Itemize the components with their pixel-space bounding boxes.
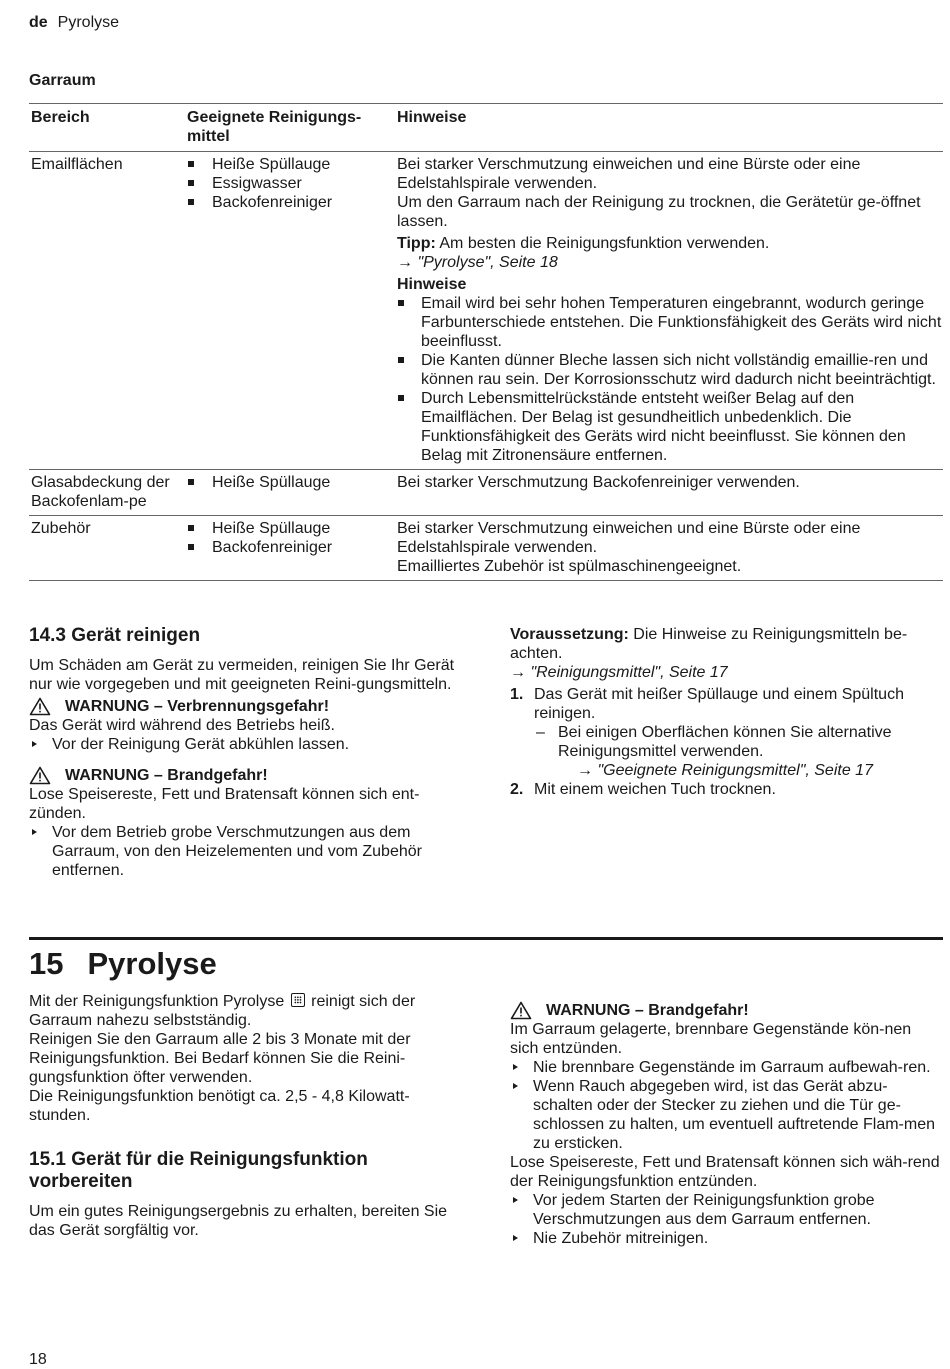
column-header-area: Bereich bbox=[29, 104, 187, 152]
table-title: Garraum bbox=[29, 72, 96, 89]
intro-text-b: reinigt sich der Garraum nahezu selbstständig. bbox=[29, 993, 416, 1029]
list-item: Die Kanten dünner Bleche lassen sich nicht vollständig emaillie-ren und können rau sein. Der Korrosionsschutz wird dadurch nicht beeinträchtigt. bbox=[397, 351, 943, 389]
pyrolysis-symbol-icon bbox=[291, 993, 305, 1007]
sub-step bbox=[534, 723, 943, 780]
chapter-number: 15 bbox=[29, 946, 64, 981]
note-text: Bei starker Verschmutzung einweichen und eine Bürste oder eine Edelstahlspirale verwenden. bbox=[397, 156, 861, 192]
list-item: Heiße Spüllauge bbox=[187, 155, 397, 174]
area-cell: Glasabdeckung der Backofenlam-pe bbox=[29, 470, 187, 516]
warning-heading bbox=[29, 697, 459, 716]
section-intro: Um Schäden am Gerät zu vermeiden, reinigen Sie Ihr Gerät nur wie vorgegeben und mit geeigneten Reini-gungsmitteln. bbox=[29, 657, 455, 693]
column-header-notes: Hinweise bbox=[397, 104, 943, 152]
sub-step-text: Bei einigen Oberflächen können Sie alternative Reinigungsmittel verwenden. bbox=[558, 724, 892, 760]
cross-reference-link[interactable]: → "Reinigungsmittel", Seite 17 bbox=[510, 664, 728, 681]
column-header-agents-text: Geeignete Reinigungs- mittel bbox=[187, 109, 362, 145]
list-item: Heiße Spüllauge bbox=[187, 519, 397, 538]
chapter-15-right bbox=[510, 1001, 943, 1248]
warning-triangle-icon bbox=[510, 1001, 532, 1020]
requirement-text bbox=[510, 625, 943, 663]
intro-text-a: Mit der Reinigungsfunktion Pyrolyse bbox=[29, 993, 285, 1010]
column-header-agents bbox=[187, 104, 397, 152]
running-header bbox=[29, 13, 119, 32]
requirement-label: Voraussetzung: bbox=[510, 626, 629, 643]
list-item: Heiße Spüllauge bbox=[187, 473, 397, 492]
chapter-intro bbox=[29, 992, 459, 1030]
section-heading: 14.3 Gerät reinigen bbox=[29, 625, 201, 646]
list-item: Nie Zubehör mitreinigen. bbox=[510, 1229, 943, 1248]
table-row bbox=[29, 152, 943, 470]
note-text: Bei starker Verschmutzung Backofenreiniger verwenden. bbox=[397, 474, 800, 491]
warning-text: Das Gerät wird während des Betriebs heiß. bbox=[29, 717, 335, 734]
notes-cell bbox=[397, 152, 943, 470]
list-item: Backofenreiniger bbox=[187, 538, 397, 557]
note-text: Emailliertes Zubehör ist spülmaschinengeeignet. bbox=[397, 558, 742, 575]
agents-cell bbox=[187, 152, 397, 470]
cleaning-table bbox=[29, 103, 943, 581]
section-14-3-right bbox=[510, 625, 943, 799]
warning-triangle-icon bbox=[29, 766, 51, 785]
warning-text: Im Garraum gelagerte, brennbare Gegenstände kön-nen sich entzünden. bbox=[510, 1021, 912, 1057]
list-item: Durch Lebensmittelrückstände entsteht weißer Belag auf den Emailflächen. Der Belag ist gesundheitlich unbedenklich. Die Funktionsfähigkeit des Geräts wird nicht beeinflusst. Sie können den Belag mit Zitronensäure entfernen. bbox=[397, 389, 943, 465]
table-row bbox=[29, 516, 943, 581]
cross-reference-link[interactable]: → "Geeignete Reinigungsmittel", Seite 17 bbox=[577, 762, 873, 779]
language-code: de bbox=[29, 14, 48, 31]
chapter-15-left bbox=[29, 992, 459, 1240]
list-item: Vor dem Betrieb grobe Verschmutzungen aus dem Garraum, von den Heizelementen und vom Zubehör entfernen. bbox=[29, 823, 459, 880]
tip-body: Am besten die Reinigungsfunktion verwenden. bbox=[435, 235, 770, 252]
step-text: Das Gerät mit heißer Spüllauge und einem Spültuch reinigen. bbox=[534, 686, 904, 722]
agents-cell bbox=[187, 470, 397, 516]
area-cell: Emailflächen bbox=[29, 152, 187, 470]
warning-heading bbox=[510, 1001, 943, 1020]
notes-cell bbox=[397, 516, 943, 581]
warning-title: WARNUNG – Brandgefahr! bbox=[65, 767, 268, 784]
header-title: Pyrolyse bbox=[57, 14, 120, 31]
note-text: Bei starker Verschmutzung einweichen und eine Bürste oder eine Edelstahlspirale verwenden. bbox=[397, 520, 861, 556]
chapter-title: Pyrolyse bbox=[87, 946, 217, 981]
agents-cell bbox=[187, 516, 397, 581]
notes-cell bbox=[397, 470, 943, 516]
section-text: Um ein gutes Reinigungsergebnis zu erhalten, bereiten Sie das Gerät sorgfältig vor. bbox=[29, 1203, 448, 1239]
chapter-text: Die Reinigungsfunktion benötigt ca. 2,5 - 4,8 Kilowatt-stunden. bbox=[29, 1088, 410, 1124]
list-item: Email wird bei sehr hohen Temperaturen eingebrannt, wodurch geringe Farbunterschiede entstehen. Die Funktionsfähigkeit des Geräts wird nicht beeinflusst. bbox=[397, 294, 943, 351]
list-item: Essigwasser bbox=[187, 174, 397, 193]
requirement-body: Die Hinweise zu Reinigungsmitteln be-achten. bbox=[510, 626, 908, 662]
step-text: Mit einem weichen Tuch trocknen. bbox=[534, 781, 776, 798]
list-item: Wenn Rauch abgegeben wird, ist das Gerät abzu-schalten oder der Stecker zu ziehen und die Tür ge-schlossen zu halten, um eventuell auftretende Flam-men zu ersticken. bbox=[510, 1077, 943, 1153]
list-item: Nie brennbare Gegenstände im Garraum aufbewah-ren. bbox=[510, 1058, 943, 1077]
chapter-text: Reinigen Sie den Garraum alle 2 bis 3 Monate mit der Reinigungsfunktion. Bei Bedarf können Sie die Reini-gungsfunktion öfter verwenden. bbox=[29, 1031, 411, 1086]
area-cell: Zubehör bbox=[29, 516, 187, 581]
warning-text: Lose Speisereste, Fett und Bratensaft können sich ent-zünden. bbox=[29, 786, 420, 822]
table-row bbox=[29, 470, 943, 516]
warning-title: WARNUNG – Verbrennungsgefahr! bbox=[65, 698, 330, 715]
page-number: 18 bbox=[29, 1351, 47, 1368]
warning-title: WARNUNG – Brandgefahr! bbox=[546, 1002, 749, 1019]
notes-heading: Hinweise bbox=[397, 276, 467, 293]
tip-label: Tipp: bbox=[397, 235, 436, 252]
chapter-heading bbox=[29, 946, 217, 982]
section-14-3-left bbox=[29, 625, 459, 880]
step-number: 2. bbox=[510, 781, 524, 798]
note-text: Um den Garraum nach der Reinigung zu trocknen, die Gerätetür ge-öffnet lassen. bbox=[397, 194, 921, 230]
list-item: Vor der Reinigung Gerät abkühlen lassen. bbox=[29, 735, 459, 754]
tip-text bbox=[397, 234, 943, 253]
warning-text: Lose Speisereste, Fett und Bratensaft können sich wäh-rend der Reinigungsfunktion entzünden. bbox=[510, 1154, 940, 1190]
warning-heading bbox=[29, 766, 459, 785]
list-item bbox=[510, 780, 943, 799]
warning-triangle-icon bbox=[29, 697, 51, 716]
list-item bbox=[510, 685, 943, 780]
list-item: Backofenreiniger bbox=[187, 193, 397, 212]
cross-reference-link[interactable]: → "Pyrolyse", Seite 18 bbox=[397, 254, 558, 271]
chapter-rule bbox=[29, 937, 943, 940]
table-header-row bbox=[29, 104, 943, 152]
list-item: Vor jedem Starten der Reinigungsfunktion grobe Verschmutzungen aus dem Garraum entfernen. bbox=[510, 1191, 943, 1229]
section-heading: 15.1 Gerät für die Reinigungsfunktion vorbereiten bbox=[29, 1149, 368, 1192]
step-number: 1. bbox=[510, 686, 524, 703]
